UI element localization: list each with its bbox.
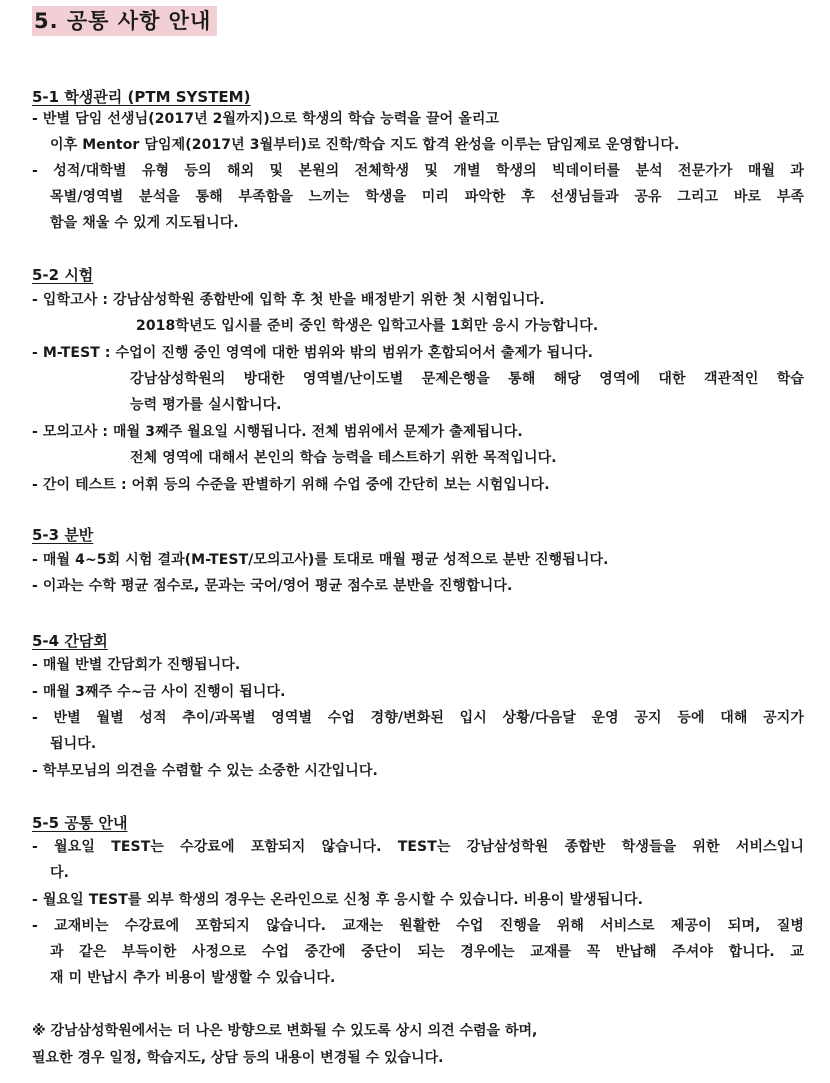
common-line-4: - 교재비는 수강료에 포함되지 않습니다. 교재는 원활한 수업 진행을 위해 서비스로 제공이 되며, 질병 bbox=[32, 918, 804, 934]
exam-line-4: 강남삼성학원의 방대한 영역별/난이도별 문제은행을 통해 해당 영역에 대한 객관적인 학습 bbox=[130, 371, 804, 387]
exam-line-6: - 모의고사 : 매월 3째주 월요일 시행됩니다. 전체 범위에서 문제가 출제됩니다. bbox=[32, 424, 523, 440]
section-heading-class-split: 5-3 분반 bbox=[32, 526, 94, 544]
meeting-line-2: - 매월 3째주 수~금 사이 진행이 됩니다. bbox=[32, 684, 286, 700]
exam-line-1: - 입학고사 : 강남삼성학원 종합반에 입학 후 첫 반을 배정받기 위한 첫 시험입니다. bbox=[32, 292, 545, 308]
ptm-line-1: - 반별 담임 선생님(2017년 2월까지)으로 학생의 학습 능력을 끌어 올리고 bbox=[32, 111, 500, 127]
meeting-line-4: 됩니다. bbox=[50, 736, 97, 752]
exam-line-8: - 간이 테스트 : 어휘 등의 수준을 판별하기 위해 수업 중에 간단히 보는 시험입니다. bbox=[32, 477, 550, 493]
common-line-6: 재 미 반납시 추가 비용이 발생할 수 있습니다. bbox=[50, 970, 336, 986]
split-line-2: - 이과는 수학 평균 점수로, 문과는 국어/영어 평균 점수로 분반을 진행합니다. bbox=[32, 578, 513, 594]
page-title: 5. 공통 사항 안내 bbox=[32, 6, 217, 36]
split-line-1: - 매월 4~5회 시험 결과(M-TEST/모의고사)를 토대로 매월 평균 성적으로 분반 진행됩니다. bbox=[32, 552, 609, 568]
section-heading-meeting: 5-4 간담회 bbox=[32, 632, 108, 650]
exam-line-2: 2018학년도 입시를 준비 중인 학생은 입학고사를 1회만 응시 가능합니다. bbox=[136, 318, 599, 334]
section-heading-exam: 5-2 시험 bbox=[32, 266, 94, 284]
common-line-3: - 월요일 TEST를 외부 학생의 경우는 온라인으로 신청 후 응시할 수 있습니다. 비용이 발생됩니다. bbox=[32, 892, 644, 908]
ptm-line-2: 이후 Mentor 담임제(2017년 3월부터)로 진학/학습 지도 합격 완성을 이루는 담임제로 운영합니다. bbox=[50, 137, 680, 153]
exam-line-3: - M-TEST : 수업이 진행 중인 영역에 대한 범위와 밖의 범위가 혼합되어서 출제가 됩니다. bbox=[32, 345, 594, 361]
ptm-line-5: 함을 채울 수 있게 지도됩니다. bbox=[50, 215, 239, 231]
meeting-line-1: - 매월 반별 간담회가 진행됩니다. bbox=[32, 657, 241, 673]
footer-note-line-2: 필요한 경우 일정, 학습지도, 상담 등의 내용이 변경될 수 있습니다. bbox=[32, 1050, 444, 1066]
ptm-line-4: 목별/영역별 분석을 통해 부족함을 느끼는 학생을 미리 파악한 후 선생님들과 공유 그리고 바로 부족 bbox=[50, 189, 804, 205]
common-line-1: - 월요일 TEST는 수강료에 포함되지 않습니다. TEST는 강남삼성학원 종합반 학생들을 위한 서비스입니 bbox=[32, 839, 804, 855]
footer-note-line-1: ※ 강남삼성학원에서는 더 나은 방향으로 변화될 수 있도록 상시 의견 수렴을 하며, bbox=[32, 1023, 538, 1039]
section-heading-common: 5-5 공통 안내 bbox=[32, 814, 128, 832]
meeting-line-5: - 학부모님의 의견을 수렴할 수 있는 소중한 시간입니다. bbox=[32, 763, 378, 779]
common-line-2: 다. bbox=[50, 865, 70, 881]
section-heading-ptm: 5-1 학생관리 (PTM SYSTEM) bbox=[32, 88, 251, 106]
meeting-line-3: - 반별 월별 성적 추이/과목별 영역별 수업 경향/변화된 입시 상황/다음달 운영 공지 등에 대해 공지가 bbox=[32, 710, 804, 726]
ptm-line-3: - 성적/대학별 유형 등의 해외 및 본원의 전체학생 및 개별 학생의 빅데이터를 분석 전문가가 매월 과 bbox=[32, 163, 804, 179]
common-line-5: 과 같은 부득이한 사정으로 수업 중간에 중단이 되는 경우에는 교재를 꼭 반납해 주셔야 합니다. 교 bbox=[50, 944, 804, 960]
exam-line-5: 능력 평가를 실시합니다. bbox=[130, 397, 282, 413]
exam-line-7: 전체 영역에 대해서 본인의 학습 능력을 테스트하기 위한 목적입니다. bbox=[130, 450, 557, 466]
